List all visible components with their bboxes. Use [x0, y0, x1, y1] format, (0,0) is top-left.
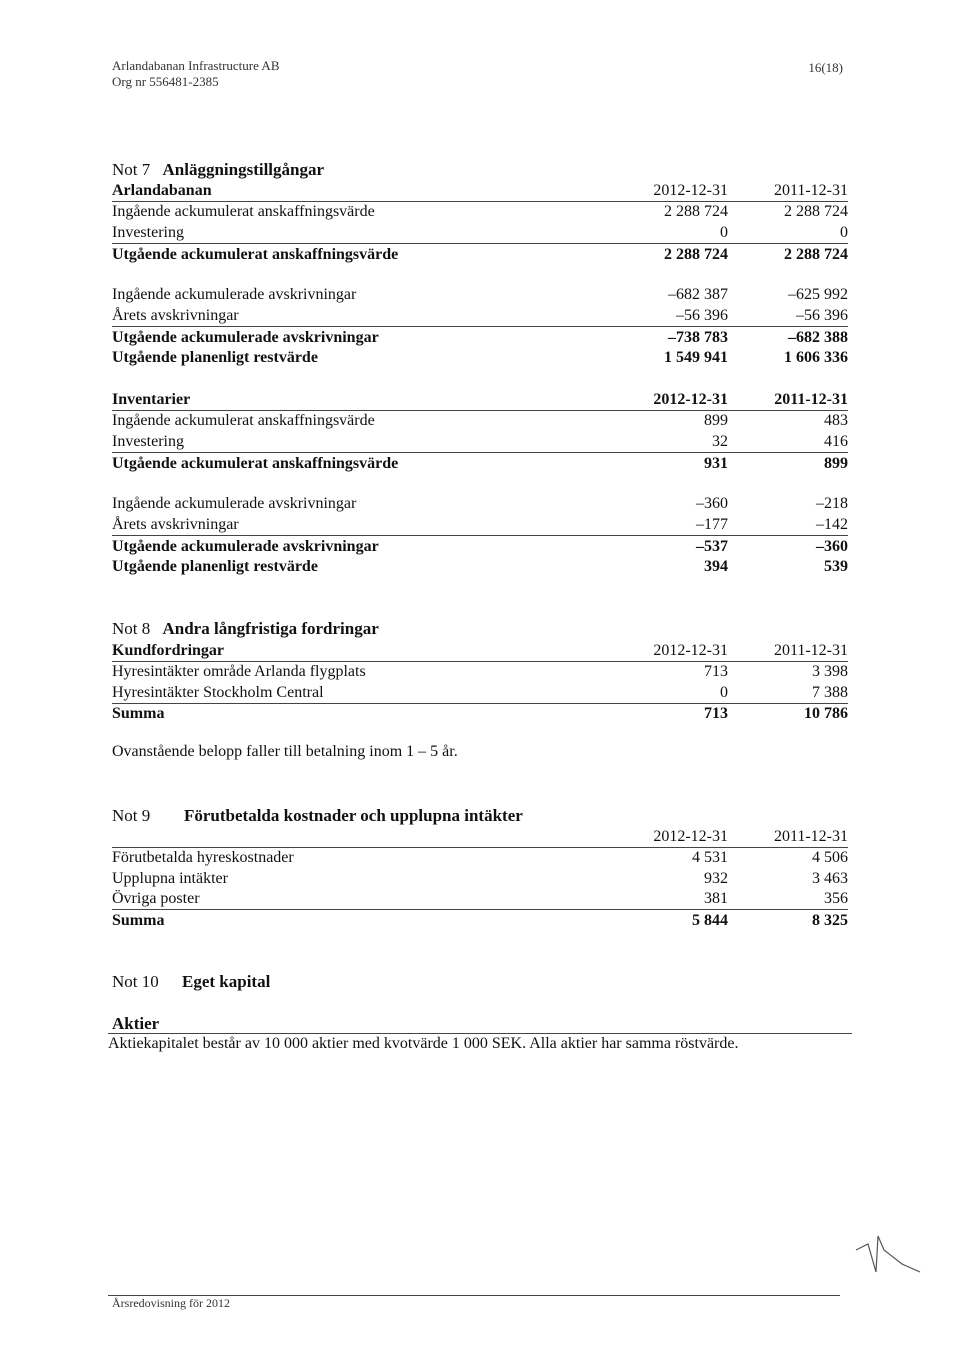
row-value-2011: –142	[816, 516, 848, 533]
row-value-2012: 713	[704, 663, 728, 680]
row-value-2011: –218	[816, 495, 848, 512]
kundfordringar-heading: Kundfordringar	[112, 642, 225, 659]
row-label: Investering	[112, 433, 184, 450]
row-value-2011: 3 398	[812, 663, 848, 680]
table-row	[112, 201, 848, 222]
row-label: Ingående ackumulerade avskrivningar	[112, 286, 357, 303]
row-value-2012: 2 288 724	[664, 246, 728, 263]
table-row	[112, 222, 848, 244]
table-row	[112, 556, 848, 577]
row-label: Hyresintäkter Stockholm Central	[112, 684, 324, 701]
row-value-2012: 2 288 724	[664, 203, 728, 220]
note9-title: Förutbetalda kostnader och upplupna intäkter	[184, 806, 523, 825]
row-label: Ingående ackumulerade avskrivningar	[112, 495, 357, 512]
note10-number: Not 10	[112, 972, 159, 991]
note7-title-row	[112, 160, 324, 180]
note10-text: Aktiekapitalet består av 10 000 aktier med kvotvärde 1 000 SEK. Alla aktier har samma röstvärde.	[108, 1035, 739, 1052]
row-value-2011: 483	[824, 412, 848, 429]
row-value-2011: 539	[824, 558, 848, 575]
row-label: Utgående ackumulerat anskaffningsvärde	[112, 455, 399, 472]
table-row	[112, 410, 848, 431]
table-row	[112, 431, 848, 453]
row-value-2011: 7 388	[812, 684, 848, 701]
arlandabanan-heading: Arlandabanan	[112, 182, 212, 199]
table-row	[112, 305, 848, 327]
row-value-2011: 1 606 336	[784, 349, 848, 366]
col-2011: 2011-12-31	[774, 391, 848, 408]
note8-title-row	[112, 619, 379, 639]
row-value-2012: –738 783	[668, 329, 728, 346]
row-value-2011: –625 992	[788, 286, 848, 303]
row-label: Ingående ackumulerat anskaffningsvärde	[112, 412, 375, 429]
row-label: Årets avskrivningar	[112, 516, 239, 533]
col-2012: 2012-12-31	[653, 828, 728, 845]
row-label: Upplupna intäkter	[112, 870, 228, 887]
row-value-2012: –56 396	[676, 307, 728, 324]
summa-row	[112, 910, 848, 931]
note9-header-row	[112, 826, 848, 848]
row-value-2012: 32	[712, 433, 728, 450]
note8-number: Not 8	[112, 619, 151, 638]
row-value-2012: 4 531	[692, 849, 728, 866]
row-value-2011: 10 786	[804, 705, 848, 722]
inventarier-header-row	[112, 389, 848, 411]
row-label: Årets avskrivningar	[112, 307, 239, 324]
table-row	[112, 536, 848, 557]
table-row	[112, 888, 848, 910]
table-row	[112, 682, 848, 704]
row-value-2011: 0	[840, 224, 848, 241]
table-row	[112, 661, 848, 682]
row-value-2012: –360	[696, 495, 728, 512]
note9-number: Not 9	[112, 806, 151, 825]
row-value-2011: 2 288 724	[784, 246, 848, 263]
company-name: Arlandabanan Infrastructure AB	[112, 58, 280, 73]
row-value-2012: 381	[704, 890, 728, 907]
note7-number: Not 7	[112, 160, 151, 179]
table-row	[112, 244, 848, 265]
table-row	[112, 847, 848, 868]
divider	[108, 1033, 852, 1034]
note8-footnote: Ovanstående belopp faller till betalning inom 1 – 5 år.	[112, 743, 458, 760]
footer-text: Årsredovisning för 2012	[112, 1296, 230, 1310]
row-value-2012: –177	[696, 516, 728, 533]
row-value-2012: 1 549 941	[664, 349, 728, 366]
row-label: Ingående ackumulerat anskaffningsvärde	[112, 203, 375, 220]
row-value-2011: 899	[824, 455, 848, 472]
row-value-2011: 4 506	[812, 849, 848, 866]
row-value-2011: 416	[824, 433, 848, 450]
table-row	[112, 453, 848, 474]
kundfordringar-header-row	[112, 640, 848, 662]
row-label: Summa	[112, 912, 165, 929]
table-row	[112, 514, 848, 536]
col-2012: 2012-12-31	[653, 642, 728, 659]
row-value-2012: 713	[704, 705, 728, 722]
note7-title: Anläggningstillgångar	[162, 160, 325, 179]
row-value-2012: 0	[720, 684, 728, 701]
aktier-heading: Aktier	[112, 1014, 160, 1033]
row-value-2012: 394	[704, 558, 728, 575]
inventarier-heading: Inventarier	[112, 391, 191, 408]
row-value-2012: 931	[704, 455, 728, 472]
signature-mark	[850, 1228, 930, 1288]
row-value-2012: 0	[720, 224, 728, 241]
table-row	[112, 493, 848, 514]
row-value-2011: 3 463	[812, 870, 848, 887]
row-label: Summa	[112, 705, 165, 722]
row-value-2011: –682 388	[788, 329, 848, 346]
row-value-2011: 356	[824, 890, 848, 907]
col-2011: 2011-12-31	[773, 182, 848, 199]
col-2012: 2012-12-31	[653, 182, 728, 199]
row-value-2012: –682 387	[668, 286, 728, 303]
row-label: Utgående ackumulerat anskaffningsvärde	[112, 246, 399, 263]
row-label: Utgående planenligt restvärde	[112, 349, 318, 366]
row-value-2012: –537	[696, 538, 728, 555]
row-label: Utgående planenligt restvärde	[112, 558, 318, 575]
row-label: Hyresintäkter område Arlanda flygplats	[112, 663, 366, 680]
col-2012: 2012-12-31	[653, 391, 728, 408]
row-label: Utgående ackumulerade avskrivningar	[112, 329, 379, 346]
table-row	[112, 284, 848, 305]
row-value-2012: 5 844	[692, 912, 728, 929]
table-row	[112, 347, 848, 368]
org-number: Org nr 556481-2385	[112, 74, 219, 89]
row-value-2012: 899	[704, 412, 728, 429]
row-label: Utgående ackumulerade avskrivningar	[112, 538, 379, 555]
note9-title-row	[112, 806, 523, 826]
note8-title: Andra långfristiga fordringar	[162, 619, 379, 638]
table-row	[112, 868, 848, 889]
table-row	[112, 327, 848, 348]
row-value-2011: –360	[816, 538, 848, 555]
row-label: Investering	[112, 224, 184, 241]
row-label: Förutbetalda hyreskostnader	[112, 849, 294, 866]
summa-row	[112, 703, 848, 724]
row-label: Övriga poster	[112, 890, 200, 907]
row-value-2011: –56 396	[796, 307, 848, 324]
row-value-2012: 932	[704, 870, 728, 887]
col-2011: 2011-12-31	[773, 828, 848, 845]
row-value-2011: 2 288 724	[784, 203, 848, 220]
page-number: 16(18)	[808, 60, 843, 75]
note10-title: Eget kapital	[182, 972, 271, 991]
row-value-2011: 8 325	[812, 912, 848, 929]
note10-title-row	[112, 972, 271, 992]
col-2011: 2011-12-31	[773, 642, 848, 659]
arlandabanan-header-row	[112, 180, 848, 202]
